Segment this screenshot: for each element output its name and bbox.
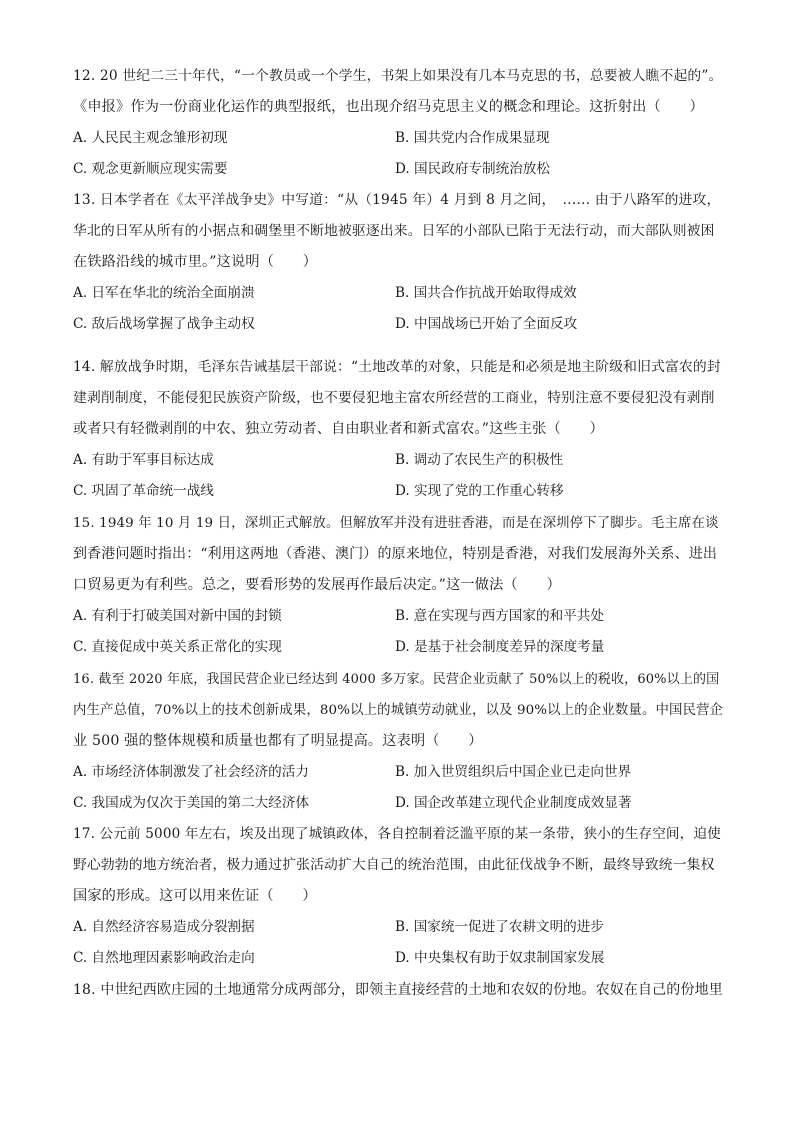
question-18-line-1: 18. 中世纪西欧庄园的土地通常分成两部分，即领主直接经营的土地和农奴的份地。农奴在自己的份地里 xyxy=(73,982,723,998)
option-d[interactable]: D. 中央集权有助于奴隶制国家发展 xyxy=(395,950,605,966)
option-c[interactable]: C. 我国成为仅次于美国的第二大经济体 xyxy=(73,795,310,811)
question-17 xyxy=(73,819,723,974)
option-a[interactable]: A. 市场经济体制激发了社会经济的活力 xyxy=(73,764,309,780)
question-16-line-2: 内生产总值，70%以上的技术创新成果，80%以上的城镇劳动就业，以及 90%以上的企业数量。中国民营企 xyxy=(73,703,724,718)
question-14-line-3: 或者只有轻微剥削的中农、独立劳动者、自由职业者和新式富农。”这些主张（ ） xyxy=(73,421,604,437)
option-c[interactable]: C. 敌后战场掌握了战争主动权 xyxy=(73,316,255,332)
option-d[interactable]: D. 国民政府专制统治放松 xyxy=(395,161,550,177)
question-17-line-2: 野心勃勃的地方统治者，极力通过扩张活动扩大自己的统治范围，由此征伐战争不断，最终导致统一集权 xyxy=(73,857,715,873)
question-16-options xyxy=(73,757,723,819)
option-a[interactable]: A. 日军在华北的统治全面崩溃 xyxy=(73,285,255,301)
question-17-line-1: 17. 公元前 5000 年左右，埃及出现了城镇政体，各自控制着泛滥平原的某一条带，狭小的生存空间，迫使 xyxy=(73,826,721,842)
option-b[interactable]: B. 国共党内合作成果显现 xyxy=(395,130,550,146)
question-13-line-2: 华北的日军从所有的小据点和碉堡里不断地被驱逐出来。日军的小部队已陷于无法行动，而大部队则被困 xyxy=(73,223,715,239)
option-a[interactable]: A. 自然经济容易造成分裂割据 xyxy=(73,919,255,935)
question-18 xyxy=(73,975,723,1006)
option-b[interactable]: B. 意在实现与西方国家的和平共处 xyxy=(395,608,604,624)
option-d[interactable]: D. 国企改革建立现代企业制度成效显著 xyxy=(395,795,632,811)
question-12-line-2: 《申报》作为一份商业化运作的典型报纸，也出现介绍马克思主义的概念和理论。这折射出（ ） xyxy=(73,99,704,115)
question-15-line-2: 到香港问题时指出：“利用这两地（香港、澳门）的原来地位，特别是香港，对我们发展海外关系、进出 xyxy=(73,546,718,562)
option-b[interactable]: B. 调动了农民生产的积极性 xyxy=(395,452,564,468)
option-c[interactable]: C. 直接促成中英关系正常化的实现 xyxy=(73,639,282,655)
option-d[interactable]: D. 实现了党的工作重心转移 xyxy=(395,483,564,499)
option-b[interactable]: B. 加入世贸组织后中国企业已走向世界 xyxy=(395,764,632,780)
question-12 xyxy=(73,61,723,185)
question-14-line-1: 14. 解放战争时期，毛泽东告诫基层干部说：“土地改革的对象，只能是和必须是地主阶级和旧式富农的封 xyxy=(73,359,721,375)
question-15-options xyxy=(73,601,723,663)
question-16 xyxy=(73,664,723,819)
option-a[interactable]: A. 人民民主观念雏形初现 xyxy=(73,130,228,146)
question-17-line-3: 国家的形成。这可以用来佐证（ ） xyxy=(73,888,317,904)
question-14-line-2: 建剥削制度，不能侵犯民族资产阶级，也不要侵犯地主富农所经营的工商业，特别注意不要侵犯没有剥削 xyxy=(73,390,715,406)
option-c[interactable]: C. 自然地理因素影响政治走向 xyxy=(73,950,255,966)
option-d[interactable]: D. 中国战场已开始了全面反攻 xyxy=(395,316,578,332)
question-12-line-1: 12. 20 世纪二三十年代，“一个教员或一个学生，书架上如果没有几本马克思的书，总要被人瞧不起的”。 xyxy=(73,68,723,84)
question-15-line-1: 15. 1949 年 10 月 19 日，深圳正式解放。但解放军并没有进驻香港，而是在深圳停下了脚步。毛主席在谈 xyxy=(73,516,719,531)
option-d[interactable]: D. 是基于社会制度差异的深度考量 xyxy=(395,639,605,655)
question-13-line-3: 在铁路沿线的城市里。”这说明（ ） xyxy=(73,254,318,270)
question-16-line-1: 16. 截至 2020 年底，我国民营企业已经达到 4000 多万家。民营企业贡献了 50%以上的税收，60%以上的国 xyxy=(73,672,720,687)
question-13-options xyxy=(73,278,723,340)
question-14-options xyxy=(73,445,723,507)
question-15 xyxy=(73,508,723,663)
option-a[interactable]: A. 有助于军事目标达成 xyxy=(73,452,214,468)
question-14 xyxy=(73,352,723,507)
question-16-line-3: 业 500 强的整体规模和质量也都有了明显提高。这表明（ ） xyxy=(73,733,483,749)
question-12-options xyxy=(73,123,723,185)
option-c[interactable]: C. 观念更新顺应现实需要 xyxy=(73,161,228,177)
question-13-line-1: 13. 日本学者在《太平洋战争史》中写道：“从（1945 年）4 月到 8 月之间， …… 由于八路军的进攻， xyxy=(73,192,721,208)
option-b[interactable]: B. 国家统一促进了农耕文明的进步 xyxy=(395,919,604,935)
option-b[interactable]: B. 国共合作抗战开始取得成效 xyxy=(395,285,577,301)
option-a[interactable]: A. 有利于打破美国对新中国的封锁 xyxy=(73,608,282,624)
question-17-options xyxy=(73,912,723,974)
question-15-line-3: 口贸易更为有利些。总之，要看形势的发展再作最后决定。”这一做法（ ） xyxy=(73,577,561,593)
option-c[interactable]: C. 巩固了革命统一战线 xyxy=(73,483,214,499)
question-13 xyxy=(73,185,723,340)
